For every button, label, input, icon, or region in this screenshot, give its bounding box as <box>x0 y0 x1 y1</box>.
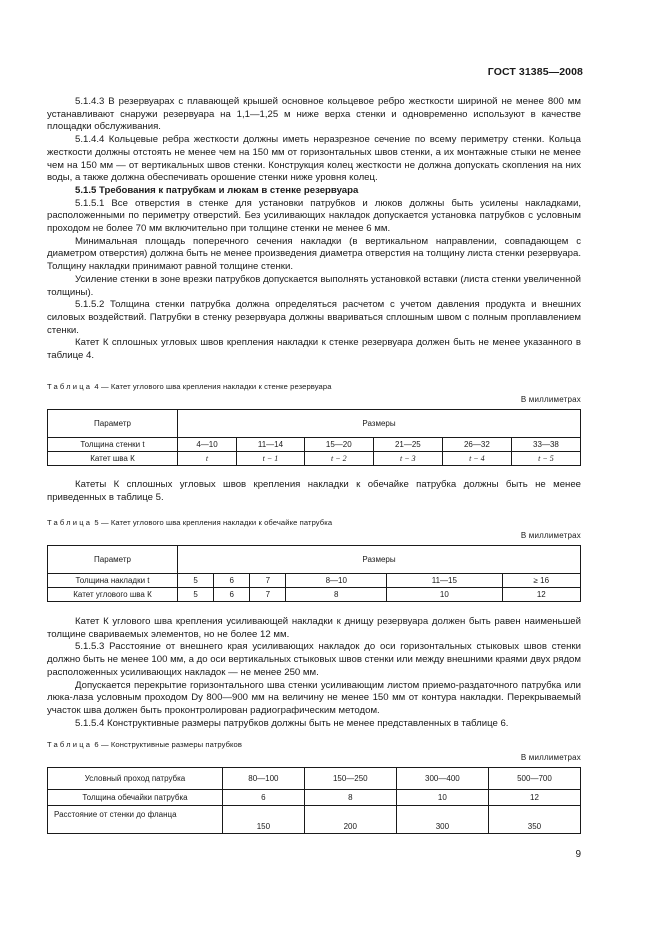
table-cell: 300 <box>396 806 488 834</box>
paragraph-5-1-5-4: 5.1.5.4 Конструктивные размеры патрубков должны быть не менее представленных в таблице 6. <box>75 717 509 729</box>
table-header-cell: Параметр <box>48 546 178 574</box>
paragraph-bottom-weld: Катет К углового шва крепления усиливающей накладки к днищу резервуара должен быть равен наименьшей толщине свариваемых элементов, но не более 12 мм. <box>47 616 581 640</box>
table-cell: 10 <box>387 588 502 602</box>
table-6 <box>47 767 581 834</box>
table-header-cell: 80—100 <box>223 768 305 790</box>
paragraph-overlap: Допускается перекрытие горизонтального шва стенки усиливающим листом приемо-раздаточного патрубка или люка-лаза условным проходом Dy 800—900 мм на величину не менее 150 мм от контура накладки. Перекрываемый участок шва должен быть проконтролирован радиографическим методом. <box>47 679 581 716</box>
table-cell: t − 1 <box>237 452 305 466</box>
table-4-units: В миллиметрах <box>520 395 581 404</box>
table-cell: 6 <box>223 790 305 806</box>
paragraph-5-1-4-3: 5.1.4.3 В резервуарах с плавающей крышей основное кольцевое ребро жесткости шириной не менее 800 мм устанавливают снаружи резервуара на 1,1—1,25 м ниже верха стенки и одновременно используют в качестве площадки обслуживания. <box>47 96 581 133</box>
table-4 <box>47 409 581 466</box>
table-5-units: В миллиметрах <box>520 531 581 540</box>
table-cell: 5 <box>178 588 214 602</box>
table-cell: 8—10 <box>286 574 387 588</box>
table-6-units: В миллиметрах <box>520 753 581 762</box>
paragraph-min-area: Минимальная площадь поперечного сечения накладки (в вертикальном направлении, совпадающем с диаметром отверстия) должна быть не менее произведения диаметра отверстия на толщину листа стенки резервуара. Толщину накладки принимают равной толщине стенки. <box>47 235 581 273</box>
table-cell: 10 <box>396 790 488 806</box>
table-cell: 4—10 <box>178 438 237 452</box>
table-6-caption: Таблица 6 — Конструктивные размеры патрубков <box>47 740 242 749</box>
table-row <box>48 588 581 602</box>
table-cell: 12 <box>488 790 580 806</box>
table-cell: 15—20 <box>304 438 373 452</box>
text-block-2 <box>47 479 581 504</box>
table-row-label: Толщина обечайки патрубка <box>48 790 223 806</box>
table-cell: 33—38 <box>511 438 580 452</box>
paragraph-weld-leg-table5: Катеты К сплошных угловых швов крепления накладки к обечайке патрубка должны быть не менее приведенных в таблице 5. <box>47 479 581 503</box>
table-cell: ≥ 16 <box>502 574 580 588</box>
table-row-label: Катет шва К <box>48 452 178 466</box>
text-block-3 <box>47 616 581 730</box>
table-row-label: Толщина стенки t <box>48 438 178 452</box>
table-row <box>48 438 581 452</box>
table-cell: 12 <box>502 588 580 602</box>
paragraph-5-1-5-3: 5.1.5.3 Расстояние от внешнего края усиливающих накладок до оси горизонтальных стыковых швов стенки должно быть не менее 100 мм, а до оси вертикальных стыковых швов стенки или между внешними краями двух рядом расположенных усиливающих накладок — не менее 250 мм. <box>47 641 581 678</box>
table-cell: t − 2 <box>304 452 373 466</box>
table-cell: 8 <box>304 790 396 806</box>
table-row <box>48 790 581 806</box>
table-row <box>48 768 581 790</box>
table-cell: 7 <box>250 588 286 602</box>
table-4-caption: Таблица 4 — Катет углового шва крепления накладки к стенке резервуара <box>47 382 332 391</box>
paragraph-5-1-4-4: 5.1.4.4 Кольцевые ребра жесткости должны иметь неразрезное сечение по всему периметру стенки. Кольца жесткости должны отстоять не менее чем на 150 мм от горизонтальных швов стенки, а их монтажные стыки не менее чем на 150 мм — от вертикальных швов стенки. Конструкция колец жесткости не должна допускать скопления на них воды, а также должна обеспечивать орошение стенки ниже уровня колец. <box>47 134 581 184</box>
table-cell: t <box>178 452 237 466</box>
document-header: ГОСТ 31385—2008 <box>487 66 583 78</box>
text-block-1 <box>47 96 581 363</box>
table-row-label: Толщина накладки t <box>48 574 178 588</box>
paragraph-reinforcement: Усиление стенки в зоне врезки патрубков допускается выполнять установкой вставки (листа стенки увеличенной толщины). <box>47 273 581 298</box>
paragraph-weld-leg-table4: Катет К сплошных угловых швов крепления накладки к стенке резервуара должен быть не менее указанного в таблице 4. <box>47 337 581 362</box>
table-row-label: Расстояние от стенки до фланца <box>48 806 223 834</box>
paragraph-5-1-5-2: 5.1.5.2 Толщина стенки патрубка должна определяться расчетом с учетом давления продукта и внешних силовых воздействий. Патрубки в стенку резервуара должны ввариваться сплошным швом с полным проплавлением стенки. <box>47 299 581 336</box>
table-row <box>48 410 581 438</box>
table-row <box>48 574 581 588</box>
table-header-cell: Параметр <box>48 410 178 438</box>
table-cell: 26—32 <box>442 438 511 452</box>
table-header-cell: 500—700 <box>488 768 580 790</box>
table-row <box>48 452 581 466</box>
table-header-cell: 300—400 <box>396 768 488 790</box>
table-cell: 150 <box>223 806 305 834</box>
table-row <box>48 806 581 834</box>
table-cell: t − 3 <box>373 452 442 466</box>
table-cell: 6 <box>214 574 250 588</box>
table-cell: 11—15 <box>387 574 502 588</box>
table-cell: 5 <box>178 574 214 588</box>
table-cell: t − 5 <box>511 452 580 466</box>
table-header-cell: Размеры <box>178 546 581 574</box>
table-header-cell: 150—250 <box>304 768 396 790</box>
table-row-label: Катет углового шва К <box>48 588 178 602</box>
table-cell: 21—25 <box>373 438 442 452</box>
table-5 <box>47 545 581 602</box>
table-cell: 350 <box>488 806 580 834</box>
table-cell: 7 <box>250 574 286 588</box>
paragraph-5-1-5-1: 5.1.5.1 Все отверстия в стенке для установки патрубков и люков должны быть усилены накладками, расположенными по периметру отверстий. Без усиливающих накладок допускается установка патрубков с условным проходом не более 70 мм включительно при толщине стенки не менее 6 мм. <box>47 197 581 235</box>
section-heading-5-1-5: 5.1.5 Требования к патрубкам и люкам в стенке резервуара <box>75 184 359 196</box>
table-cell: t − 4 <box>442 452 511 466</box>
table-header-cell: Размеры <box>178 410 581 438</box>
table-cell: 6 <box>214 588 250 602</box>
table-row <box>48 546 581 574</box>
table-header-cell: Условный проход патрубка <box>48 768 223 790</box>
table-5-caption: Таблица 5 — Катет углового шва крепления накладки к обечайке патрубка <box>47 518 333 527</box>
table-cell: 8 <box>286 588 387 602</box>
page-number: 9 <box>575 849 581 860</box>
table-cell: 200 <box>304 806 396 834</box>
table-cell: 11—14 <box>237 438 305 452</box>
